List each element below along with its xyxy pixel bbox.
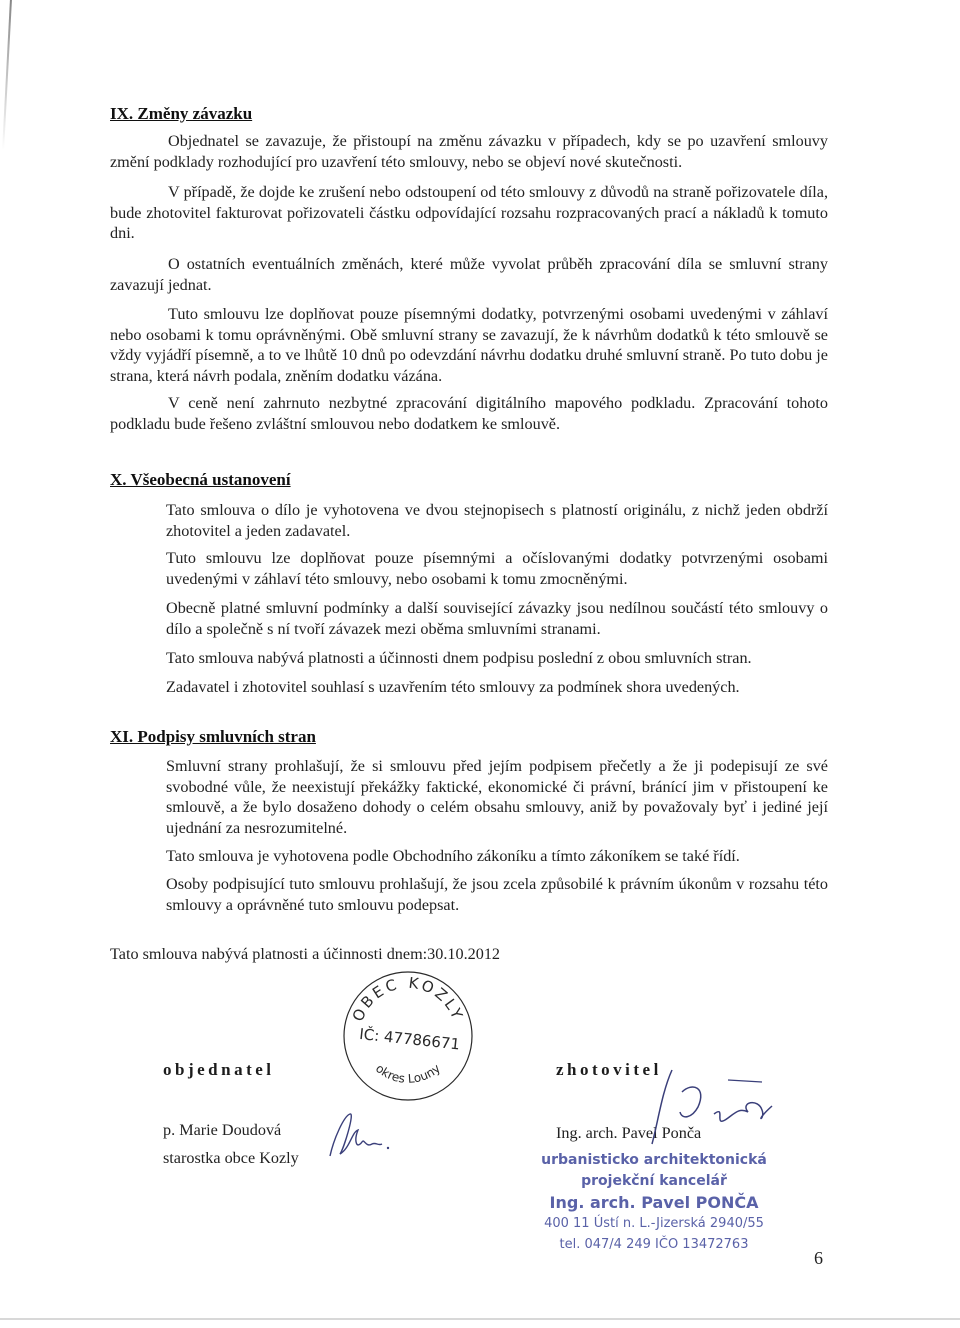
stamp-line-4: 400 11 Ústí n. L.-Jizerská 2940/55	[544, 1216, 764, 1231]
section-9-heading: IX. Změny závazku	[110, 104, 253, 123]
section-10-paragraph-2: Tuto smlouvu lze doplňovat pouze písemnými a očíslovanými dodatky potvrzenými osobami uvedenými v záhlaví této smlouvy, nebo osobami k tomu zmocněnými.	[166, 549, 828, 588]
svg-text:okres Louny	[373, 1061, 443, 1086]
section-10-paragraph-1: Tato smlouva o dílo je vyhotovena ve dvou stejnopisech s platností originálu, z nichž jeden obdrží zhotovitel a jeden zadavatel.	[166, 501, 828, 540]
stamp-line-2: projekční kancelář	[581, 1173, 727, 1189]
stamp-bottom-text: okres Louny	[372, 1061, 444, 1086]
contractor-signature-image	[632, 1062, 782, 1147]
page-number: 6	[814, 1248, 823, 1268]
section-11-paragraph-2: Tato smlouva je vyhotovena podle Obchodního zákoníku a tímto zákoníkem se také řídí.	[166, 847, 740, 865]
contractor-name: Ing. arch. Pavel Ponča	[556, 1124, 702, 1142]
section-9-paragraph-1: Objednatel se zavazuje, že přistoupí na změnu závazku v případech, kdy se po uzavření smlouvy změní podklady rozhodující pro uzavření této smlouvy, nebo se objeví nové skutečnosti.	[110, 132, 828, 171]
section-11-paragraph-1: Smluvní strany prohlašují, že si smlouvu před jejím podpisem přečetly a že ji podepisují ze své svobodné vůle, že neexistují překážky faktické, ekonomické či právní, bránící jim v přistoupení ke smlouvě, a že bylo dosaženo dohody o celém obsahu smlouvy, aniž by považovaly byť i jediné její ujednání za nesrozumitelné.	[166, 757, 828, 837]
svg-text:OBEC KOZLY	[349, 974, 468, 1024]
contractor-role-label: zhotovitel	[556, 1060, 662, 1079]
stamp-line-5: tel. 047/4 249 IČO 13472763	[559, 1237, 749, 1252]
section-10-heading: X. Všeobecná ustanovení	[110, 470, 291, 489]
stamp-top-text: OBEC KOZLY	[348, 973, 468, 1025]
stamp-ic-text: IČ: 47786671	[358, 1024, 461, 1054]
client-title: starostka obce Kozly	[163, 1149, 299, 1167]
section-11-heading: XI. Podpisy smluvních stran	[110, 727, 316, 746]
section-9-paragraph-5: V ceně není zahrnuto nezbytné zpracování digitálního mapového podkladu. Zpracování tohoto podkladu bude řešeno zvláštní smlouvou nebo dodatkem ke smlouvě.	[110, 394, 828, 433]
stamp-line-1: urbanisticko architektonická	[541, 1152, 767, 1168]
section-11-paragraph-3: Osoby podpisující tuto smlouvu prohlašují, že jsou zcela způsobilé k právním úkonům v rozsahu této smlouvy a oprávněné tuto smlouvu podepsat.	[166, 875, 828, 914]
section-9-paragraph-2: V případě, že dojde ke zrušení nebo odstoupení od této smlouvy z důvodů na straně pořizovatele díla, bude zhotovitel fakturovat pořizovateli částku odpovídající rozsahu rozpracovaných prací a nákladů k tomuto dni.	[110, 183, 828, 242]
section-9-paragraph-3: O ostatních eventuálních změnách, které může vyvolat průběh zpracování díla se smluvní strany zavazují jednat.	[110, 255, 828, 294]
client-signature-image	[322, 1108, 392, 1163]
scan-edge-shadow	[2, 0, 12, 150]
client-name: p. Marie Doudová	[163, 1121, 282, 1139]
section-10-paragraph-4: Tato smlouva nabývá platnosti a účinnosti dnem podpisu poslední z obou smluvních stran.	[166, 649, 752, 667]
stamp-line-3: Ing. arch. Pavel PONČA	[549, 1193, 759, 1212]
validity-statement: Tato smlouva nabývá platnosti a účinnosti dnem:30.10.2012	[110, 945, 501, 963]
scan-bottom-edge	[0, 1318, 960, 1320]
section-10-paragraph-3: Obecně platné smluvní podmínky a další související závazky jsou nedílnou součástí této smlouvy o dílo a společně s ní tvoří závazek mezi oběma smluvními stranami.	[166, 599, 828, 638]
client-role-label: objednatel	[163, 1060, 275, 1079]
municipal-round-stamp	[338, 964, 478, 1104]
section-10-paragraph-5: Zadavatel i zhotovitel souhlasí s uzavřením této smlouvy za podmínek shora uvedených.	[166, 678, 740, 696]
contractor-office-stamp	[524, 1150, 784, 1255]
section-9-paragraph-4: Tuto smlouvu lze doplňovat pouze písemnými dodatky, potvrzenými osobami uvedenými v záhlaví nebo osobami k tomu oprávněnými. Obě smluvní strany se zavazují, že k návrhům dodatků k této smlouvě se vždy vyjádří písemně, a to ve lhůtě 10 dnů po odevzdání návrhu dodatku druhé smluvní straně. Po tuto dobu je strana, která návrh podala, zněním dodatku vázána.	[110, 305, 828, 385]
